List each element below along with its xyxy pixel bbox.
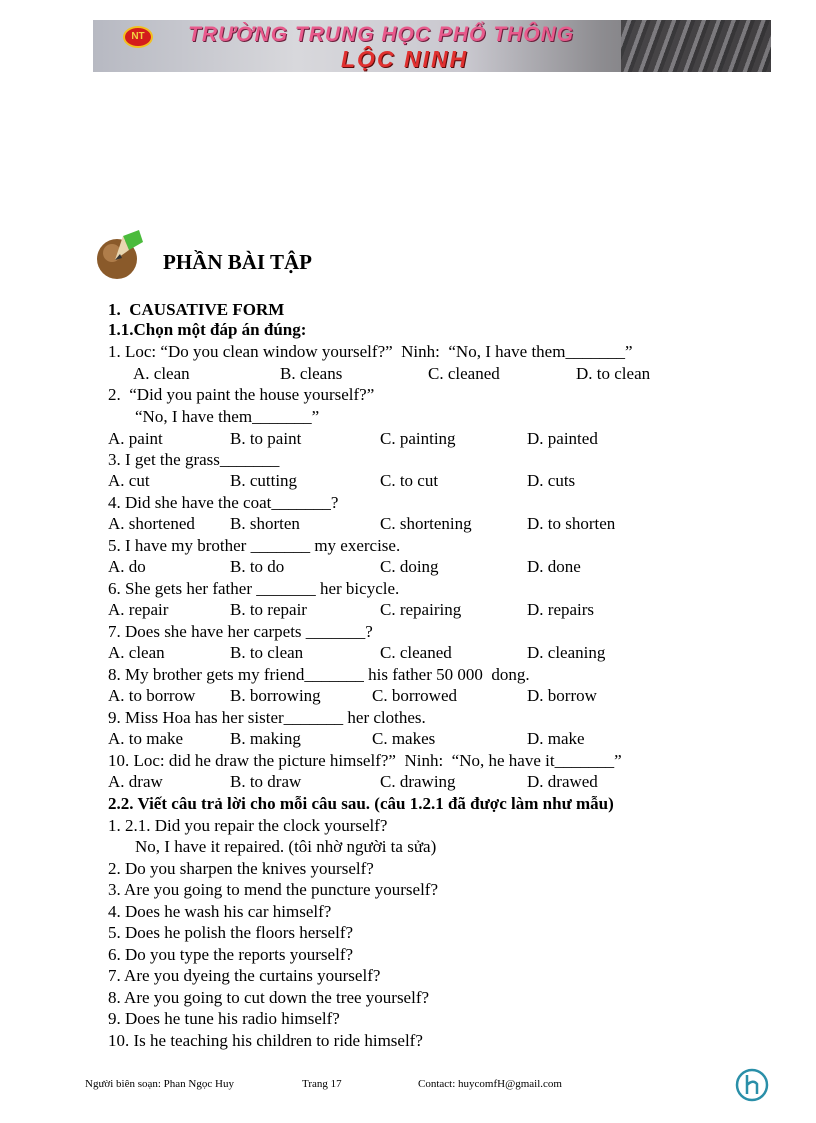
option-d: D. drawed <box>527 772 598 791</box>
option-a: A. do <box>108 557 146 576</box>
option-b: B. to repair <box>230 600 307 619</box>
exercise-item: 6. Do you type the reports yourself? <box>108 945 354 964</box>
question-3: 3. I get the grass_______ <box>108 450 280 469</box>
question-5: 5. I have my brother _______ my exercise. <box>108 536 401 555</box>
question-1: 1. Loc: “Do you clean window yourself?” Ninh: “No, I have them_______” <box>108 342 633 361</box>
option-c: C. to cut <box>380 471 439 490</box>
question-8: 8. My brother gets my friend_______ his father 50 000 dong. <box>108 665 530 684</box>
option-c: C. drawing <box>380 772 456 791</box>
pencil-ball-icon <box>93 228 147 282</box>
option-a: A. paint <box>108 429 163 448</box>
footer-contact: Contact: huycomfH@gmail.com <box>418 1078 562 1090</box>
option-c: C. repairing <box>380 600 462 619</box>
option-c: C. doing <box>380 557 439 576</box>
option-d: D. to clean <box>576 364 651 383</box>
option-d: D. make <box>527 729 585 748</box>
option-b: B. cutting <box>230 471 298 490</box>
option-a: A. cut <box>108 471 150 490</box>
question-6: 6. She gets her father _______ her bicycle. <box>108 579 400 598</box>
option-d: D. to shorten <box>527 514 616 533</box>
option-d: D. cleaning <box>527 643 606 662</box>
banner-school-name: LỘC NINH <box>341 46 469 72</box>
exercise-item: 7. Are you dyeing the curtains yourself? <box>108 966 381 985</box>
header-banner <box>93 20 771 72</box>
option-b: B. borrowing <box>230 686 321 705</box>
exercise-item: 5. Does he polish the floors herself? <box>108 923 354 942</box>
exercise-item: 9. Does he tune his radio himself? <box>108 1009 340 1028</box>
option-b: B. shorten <box>230 514 300 533</box>
subsection-title: 2.2. Viết câu trả lời cho mỗi câu sau. (câu 1.2.1 đã được làm như mẫu) <box>108 794 614 813</box>
option-d: D. cuts <box>527 471 576 490</box>
option-b: B. cleans <box>280 364 343 383</box>
option-a: A. clean <box>133 364 190 383</box>
option-d: D. painted <box>527 429 598 448</box>
footer-page-number: Trang 17 <box>302 1078 342 1090</box>
option-d: D. done <box>527 557 581 576</box>
question-9: 9. Miss Hoa has her sister_______ her clothes. <box>108 708 426 727</box>
exercise-item: 10. Is he teaching his children to ride himself? <box>108 1031 423 1050</box>
question-4: 4. Did she have the coat_______? <box>108 493 339 512</box>
exercise-example-answer: No, I have it repaired. (tôi nhờ người ta sửa) <box>135 837 437 856</box>
option-a: A. shortened <box>108 514 195 533</box>
subsection-title: 1.1.Chọn một đáp án đúng: <box>108 320 307 339</box>
option-c: C. makes <box>372 729 436 748</box>
option-b: B. to do <box>230 557 285 576</box>
exercise-item: 2. Do you sharpen the knives yourself? <box>108 859 374 878</box>
option-c: C. cleaned <box>380 643 452 662</box>
exercise-item: 3. Are you going to mend the puncture yourself? <box>108 880 439 899</box>
option-b: B. to paint <box>230 429 302 448</box>
exercise-item: 4. Does he wash his car himself? <box>108 902 332 921</box>
school-logo-icon: NT <box>123 26 153 48</box>
question-7: 7. Does she have her carpets _______? <box>108 622 373 641</box>
option-b: B. to clean <box>230 643 304 662</box>
footer-author: Người biên soạn: Phan Ngọc Huy <box>85 1078 234 1090</box>
question-10: 10. Loc: did he draw the picture himself?” Ninh: “No, he have it_______” <box>108 751 622 770</box>
option-c: C. shortening <box>380 514 472 533</box>
option-c: C. cleaned <box>428 364 500 383</box>
banner-photo <box>621 20 771 72</box>
option-d: D. borrow <box>527 686 597 705</box>
option-b: B. making <box>230 729 301 748</box>
option-c: C. painting <box>380 429 456 448</box>
option-b: B. to draw <box>230 772 302 791</box>
h-logo-icon <box>735 1068 769 1102</box>
question-2-reply: “No, I have them_______” <box>135 407 320 426</box>
exercise-item: 8. Are you going to cut down the tree yourself? <box>108 988 430 1007</box>
section-title: 1. CAUSATIVE FORM <box>108 300 285 319</box>
option-a: A. repair <box>108 600 169 619</box>
option-a: A. to make <box>108 729 184 748</box>
option-c: C. borrowed <box>372 686 457 705</box>
page-heading: PHẦN BÀI TẬP <box>163 250 312 274</box>
option-a: A. to borrow <box>108 686 196 705</box>
option-a: A. draw <box>108 772 163 791</box>
option-d: D. repairs <box>527 600 595 619</box>
option-a: A. clean <box>108 643 165 662</box>
banner-title: TRƯỜNG TRUNG HỌC PHỔ THÔNG <box>188 23 575 46</box>
exercise-item: 1. 2.1. Did you repair the clock yourself? <box>108 816 388 835</box>
question-2: 2. “Did you paint the house yourself?” <box>108 385 375 404</box>
